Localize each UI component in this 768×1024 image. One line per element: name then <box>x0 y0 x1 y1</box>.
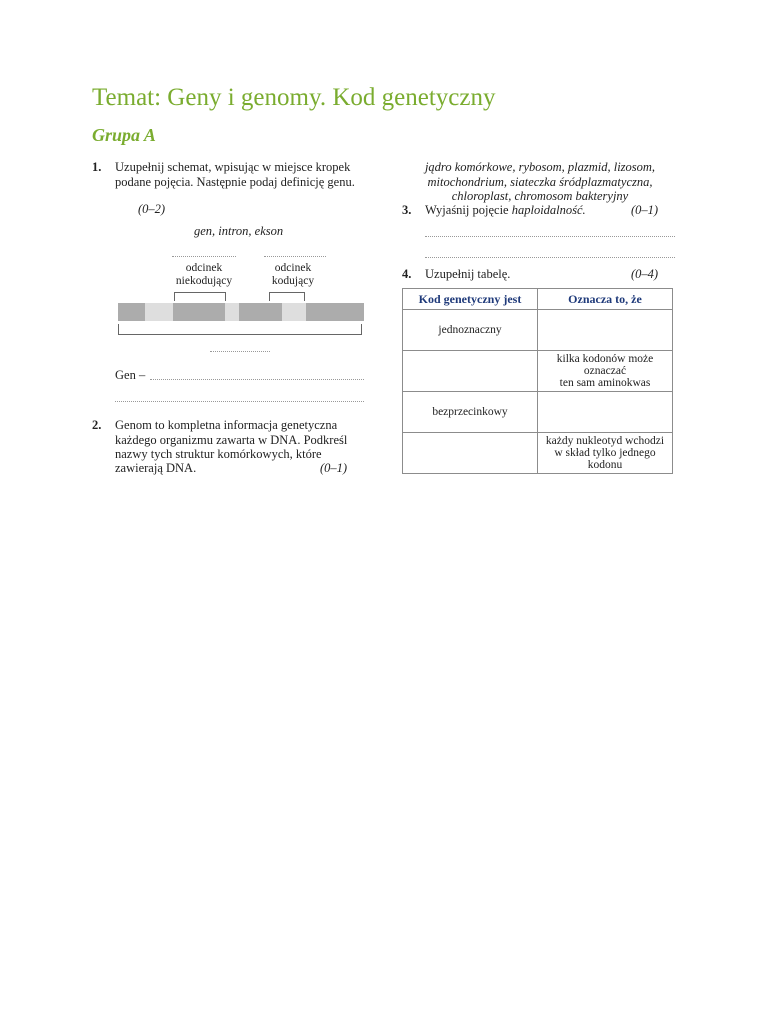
dna-strip <box>118 303 364 321</box>
task2-points: (0–1) <box>320 461 348 475</box>
task3-number: 3. <box>402 203 412 217</box>
task1-number: 1. <box>92 160 102 174</box>
table-cell-right-blank[interactable] <box>538 392 673 433</box>
table-cell-left: jednoznaczny <box>403 310 538 351</box>
gen-label: Gen – <box>115 368 146 382</box>
schema-blank-gene[interactable] <box>210 351 270 352</box>
task2-options[interactable] <box>405 160 675 204</box>
options-line3: chloroplast, chromosom bakteryjny <box>451 189 629 203</box>
table-cell-right-blank[interactable] <box>538 310 673 351</box>
task4-number: 4. <box>402 267 412 281</box>
bracket-noncoding <box>174 292 226 301</box>
table-row <box>403 351 673 392</box>
task3-points: (0–1) <box>631 203 659 217</box>
bracket-coding <box>269 292 305 301</box>
gene-schema <box>118 248 364 348</box>
table-row <box>403 433 673 474</box>
table-header-row <box>403 289 673 310</box>
task1-text-line1: Uzupełnij schemat, wpisując w miejsce kropek <box>115 160 351 174</box>
table-cell-right: każdy nukleotyd wchodzi w skład tylko jednego kodonu <box>538 433 673 474</box>
table-header-left: Kod genetyczny jest <box>403 289 538 310</box>
task2-number: 2. <box>92 418 102 432</box>
task2-line1: Genom to kompletna informacja genetyczna <box>115 418 338 432</box>
genetic-code-table <box>402 288 673 474</box>
table-row <box>403 310 673 351</box>
task2-line4: zawierają DNA. <box>115 461 197 475</box>
table-cell-left-blank[interactable] <box>403 433 538 474</box>
task1-points: (0–2) <box>138 202 166 216</box>
options-line2: mitochondrium, siateczka śródplazmatyczna, <box>427 174 653 189</box>
task3-answer-line2[interactable] <box>425 257 675 258</box>
task3-term: haploidalność. <box>511 203 586 217</box>
options-line1: jądro komórkowe, rybosom, plazmid, lizosom, <box>424 160 656 174</box>
table-header-right: Oznacza to, że <box>538 289 673 310</box>
table-cell-right: kilka kodonów może oznaczać ten sam aminokwas <box>538 351 673 392</box>
table-cell-left: bezprzecinkowy <box>403 392 538 433</box>
task1-text-line2: podane pojęcia. Następnie podaj definicję genu. <box>115 175 355 189</box>
gen-definition-line2[interactable] <box>115 401 364 402</box>
label-noncoding: odcinek niekodujący <box>175 262 233 287</box>
task4-text: Uzupełnij tabelę. <box>425 267 511 281</box>
table-cell-left-blank[interactable] <box>403 351 538 392</box>
task4-points: (0–4) <box>631 267 659 281</box>
label-coding: odcinek kodujący <box>271 262 315 287</box>
page-title: Temat: Geny i genomy. Kod genetyczny <box>92 84 496 111</box>
task3-text: Wyjaśnij pojęcie haploidalność. <box>425 203 586 217</box>
task2-line3: nazwy tych struktur komórkowych, które <box>115 447 322 461</box>
gen-definition-line1[interactable] <box>150 379 364 380</box>
task1-terms: gen, intron, ekson <box>194 224 284 238</box>
schema-blank-2[interactable] <box>264 256 326 257</box>
bracket-gene <box>118 324 362 335</box>
task3-answer-line1[interactable] <box>425 236 675 237</box>
task2-line2: każdego organizmu zawarta w DNA. Podkreśl <box>115 433 348 447</box>
table-row <box>403 392 673 433</box>
schema-blank-1[interactable] <box>172 256 236 257</box>
group-label: Grupa A <box>92 125 156 145</box>
